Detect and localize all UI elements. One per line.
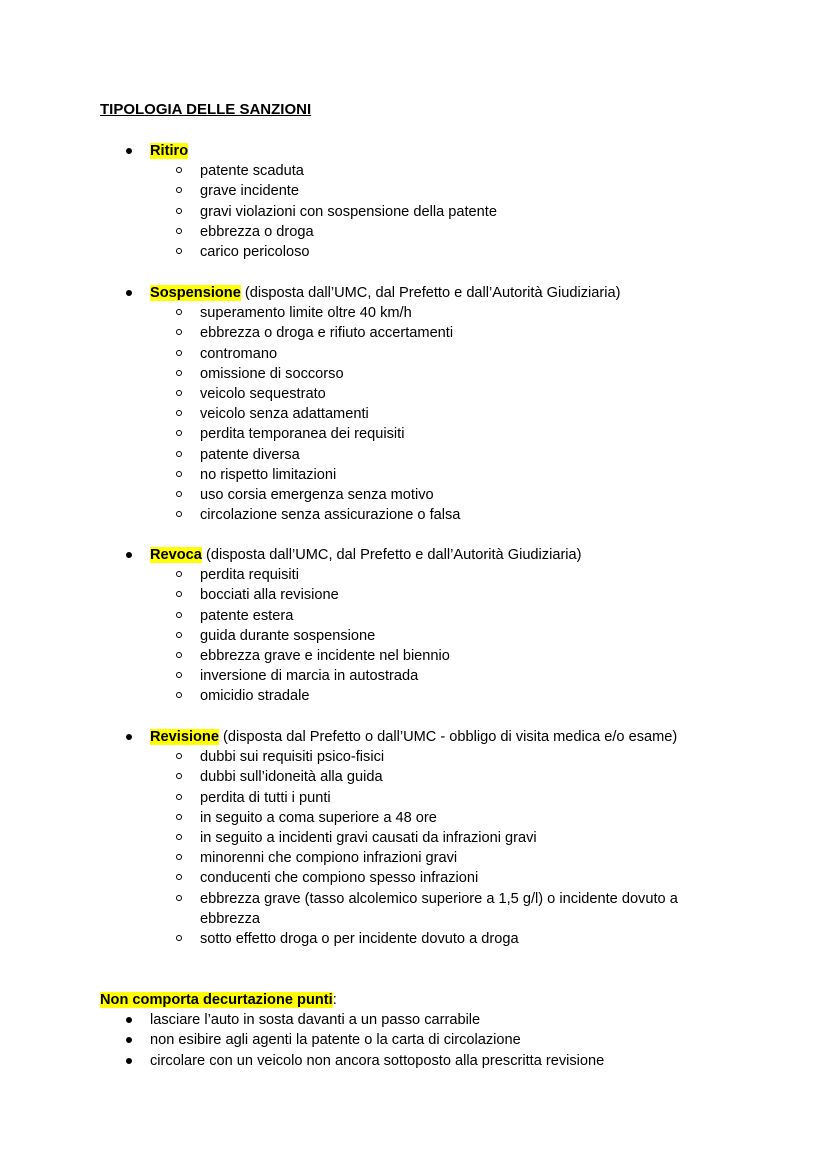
sanction-note: (disposta dal Prefetto o dall’UMC - obbligo di visita medica e/o esame)	[218, 729, 678, 745]
sanction-revisione	[100, 727, 790, 747]
list-item: inversione di marcia in autostrada	[200, 666, 790, 686]
section-no-points	[100, 990, 790, 1071]
list-item: non esibire agli agenti la patente o la carta di circolazione	[100, 1030, 790, 1050]
list-item: bocciati alla revisione	[200, 585, 790, 605]
sanction-revoca	[100, 545, 790, 565]
no-points-colon: :	[332, 992, 337, 1008]
list-item: perdita temporanea dei requisiti	[200, 424, 790, 444]
no-points-heading-line	[100, 990, 790, 1010]
sanction-note: (disposta dall’UMC, dal Prefetto e dall’Autorità Giudiziaria)	[201, 547, 582, 563]
section-sospensione	[100, 283, 790, 525]
list-item: omicidio stradale	[200, 686, 790, 706]
list-item: in seguito a coma superiore a 48 ore	[200, 808, 720, 828]
list-item: omissione di soccorso	[200, 364, 790, 384]
sanction-label: Ritiro	[150, 143, 189, 159]
list-item: ebbrezza o droga e rifiuto accertamenti	[200, 323, 790, 343]
list-item: carico pericoloso	[200, 242, 790, 262]
sanction-sospensione	[100, 283, 790, 303]
section-revisione	[100, 727, 790, 949]
section-ritiro	[100, 141, 790, 262]
list-item: circolare con un veicolo non ancora sottoposto alla prescritta revisione	[100, 1051, 790, 1071]
list-item: perdita di tutti i punti	[200, 788, 720, 808]
list-item: patente scaduta	[200, 161, 790, 181]
sanction-label: Revoca	[150, 547, 202, 563]
list-item: gravi violazioni con sospensione della patente	[200, 202, 790, 222]
list-item: contromano	[200, 344, 790, 364]
section-revoca	[100, 545, 790, 707]
no-points-heading: Non comporta decurtazione punti	[100, 992, 333, 1008]
sanction-ritiro	[100, 141, 790, 161]
list-item: grave incidente	[200, 181, 790, 201]
list-item: minorenni che compiono infrazioni gravi	[200, 848, 720, 868]
sanction-note: (disposta dall’UMC, dal Prefetto e dall’Autorità Giudiziaria)	[240, 285, 621, 301]
list-item: in seguito a incidenti gravi causati da infrazioni gravi	[200, 828, 720, 848]
list-item: ebbrezza o droga	[200, 222, 790, 242]
sanction-label: Sospensione	[150, 285, 241, 301]
list-item: sotto effetto droga o per incidente dovuto a droga	[200, 929, 720, 949]
list-item: ebbrezza grave (tasso alcolemico superiore a 1,5 g/l) o incidente dovuto a ebbrezza	[200, 889, 720, 929]
sanction-label: Revisione	[150, 729, 219, 745]
list-item: conducenti che compiono spesso infrazioni	[200, 868, 720, 888]
list-item: ebbrezza grave e incidente nel biennio	[200, 646, 790, 666]
list-item: uso corsia emergenza senza motivo	[200, 485, 790, 505]
page-title: TIPOLOGIA DELLE SANZIONI	[100, 101, 312, 118]
list-item: patente estera	[200, 606, 790, 626]
list-item: dubbi sui requisiti psico-fisici	[200, 747, 720, 767]
revoca-list	[100, 565, 790, 706]
list-item: guida durante sospensione	[200, 626, 790, 646]
list-item: dubbi sull’idoneità alla guida	[200, 767, 720, 787]
list-item: perdita requisiti	[200, 565, 790, 585]
list-item: veicolo senza adattamenti	[200, 404, 790, 424]
sospensione-list	[100, 303, 790, 525]
list-item: patente diversa	[200, 445, 790, 465]
ritiro-list	[100, 161, 790, 262]
list-item: circolazione senza assicurazione o falsa	[200, 505, 790, 525]
no-points-list	[100, 1010, 790, 1071]
list-item: no rispetto limitazioni	[200, 465, 790, 485]
revisione-list	[100, 747, 720, 949]
list-item: lasciare l’auto in sosta davanti a un passo carrabile	[100, 1010, 790, 1030]
list-item: superamento limite oltre 40 km/h	[200, 303, 790, 323]
list-item: veicolo sequestrato	[200, 384, 790, 404]
